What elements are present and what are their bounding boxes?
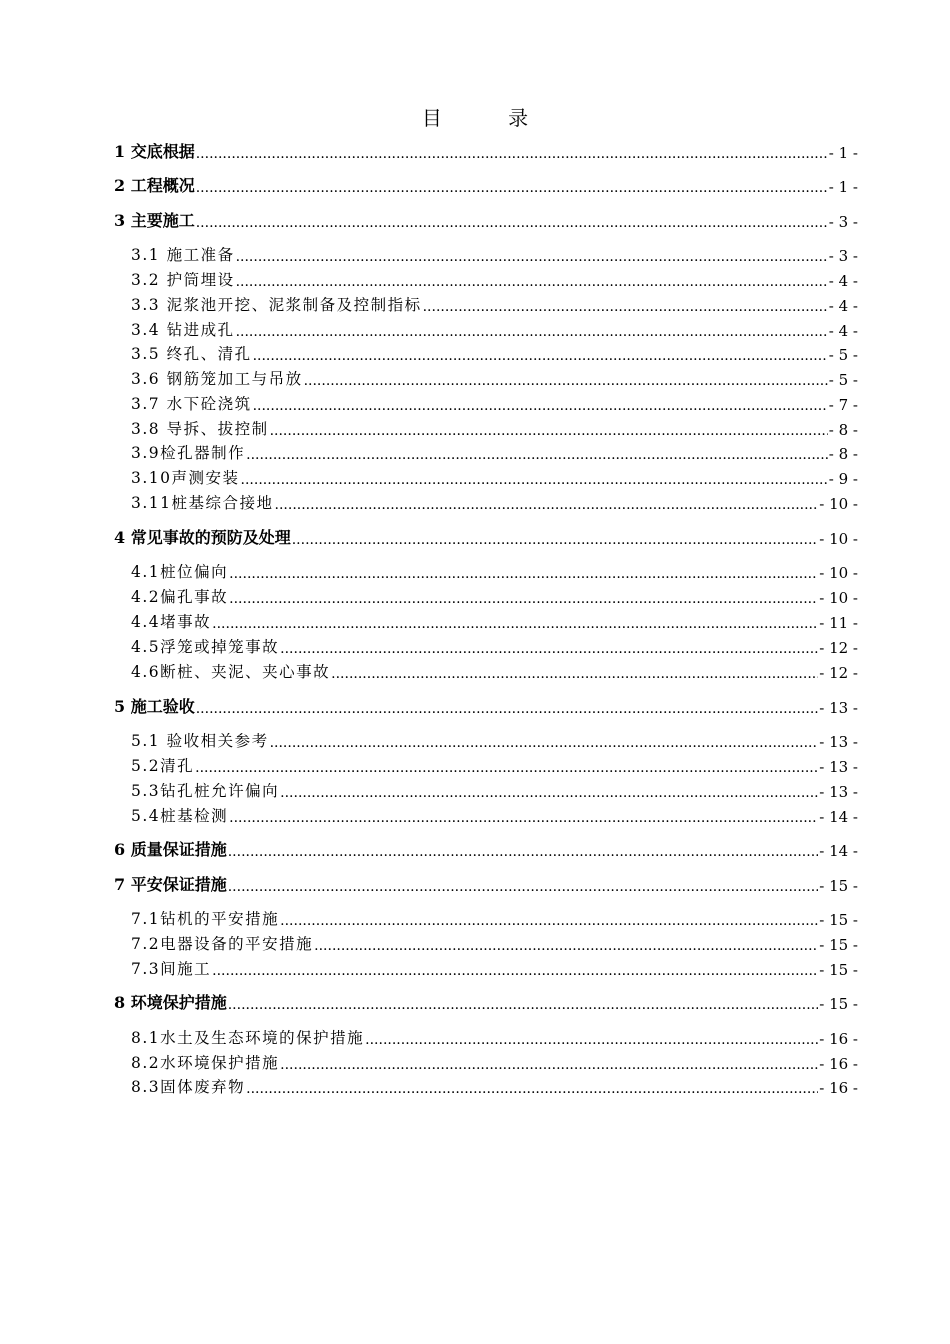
dot-leader <box>253 348 828 364</box>
toc-page-number: - 12 - <box>819 664 858 682</box>
toc-page-number: - 15 - <box>819 877 858 895</box>
toc-page-number: - 1 - <box>828 144 858 162</box>
toc-page-number: - 15 - <box>819 936 858 954</box>
toc-subentry[interactable] <box>131 1075 858 1097</box>
toc-subentry[interactable] <box>131 660 858 682</box>
toc-subentry[interactable] <box>131 243 858 265</box>
toc-entry[interactable] <box>114 991 858 1013</box>
toc-subentry[interactable] <box>131 293 858 315</box>
toc-subentry[interactable] <box>131 417 858 439</box>
toc-entry-label: 3.1 施工准备 <box>131 246 235 264</box>
toc-entry-label: 3.10声测安装 <box>131 469 240 487</box>
dot-leader <box>229 810 818 826</box>
toc-page-number: - 13 - <box>819 758 858 776</box>
dot-leader <box>228 997 819 1013</box>
toc-page-number: - 16 - <box>819 1055 858 1073</box>
dot-leader <box>212 616 818 632</box>
toc-entry[interactable] <box>114 695 858 717</box>
toc-entry-label: 3.3 泥浆池开挖、泥浆制备及控制指标 <box>131 296 422 314</box>
toc-entry-label: 8.1水土及生态环境的保护措施 <box>131 1029 365 1047</box>
toc-page-number: - 12 - <box>819 639 858 657</box>
toc-entry-label: 5.3钻孔桩允许偏向 <box>131 782 280 800</box>
toc-page-number: - 7 - <box>828 396 858 414</box>
dot-leader <box>292 532 819 548</box>
toc-entry[interactable] <box>114 209 858 231</box>
toc-entry-label: 4.2偏孔事故 <box>131 588 229 606</box>
toc-entry-label: 4.6断桩、夹泥、夹心事故 <box>131 663 331 681</box>
toc-subentry[interactable] <box>131 610 858 632</box>
toc-entry-label: 7.1钻机的平安措施 <box>131 910 280 928</box>
dot-leader <box>275 497 819 513</box>
toc-entry[interactable] <box>114 838 858 860</box>
toc-page-number: - 13 - <box>819 783 858 801</box>
toc-entry-label: 7.2电器设备的平安措施 <box>131 935 314 953</box>
toc-entry-label: 4.4堵事故 <box>131 613 212 631</box>
toc-subentry[interactable] <box>131 932 858 954</box>
toc-page-number: - 9 - <box>828 470 858 488</box>
dot-leader <box>196 146 828 162</box>
dot-leader <box>314 938 818 954</box>
toc-entry-label: 3 主要施工 <box>114 211 195 230</box>
toc-page-number: - 10 - <box>819 530 858 548</box>
toc-page-number: - 11 - <box>819 614 858 632</box>
toc-page-number: - 15 - <box>819 911 858 929</box>
dot-leader <box>270 423 828 439</box>
toc-entry-label: 5.2清孔 <box>131 757 195 775</box>
dot-leader <box>280 1057 818 1073</box>
toc-page-number: - 8 - <box>828 421 858 439</box>
toc-entry-label: 4.5浮笼或掉笼事故 <box>131 638 280 656</box>
toc-entry-label: 3.4 钻进成孔 <box>131 321 235 339</box>
toc-page-number: - 14 - <box>819 808 858 826</box>
toc-entry-label: 3.5 终孔、清孔 <box>131 345 252 363</box>
dot-leader <box>280 913 818 929</box>
toc-entry-label: 3.6 钢筋笼加工与吊放 <box>131 370 303 388</box>
toc-subentry[interactable] <box>131 466 858 488</box>
toc-entry-label: 2 工程概况 <box>114 176 195 195</box>
toc-page-number: - 13 - <box>819 733 858 751</box>
toc-entry-label: 4 常见事故的预防及处理 <box>114 528 291 547</box>
dot-leader <box>196 701 819 717</box>
toc-subentry[interactable] <box>131 1026 858 1048</box>
dot-leader <box>236 324 828 340</box>
dot-leader <box>246 1081 818 1097</box>
toc-subentry[interactable] <box>131 585 858 607</box>
toc-subentry[interactable] <box>131 392 858 414</box>
toc-entry-label: 5 施工验收 <box>114 697 195 716</box>
toc-page-number: - 10 - <box>819 564 858 582</box>
dot-leader <box>236 249 828 265</box>
dot-leader <box>241 472 828 488</box>
toc-title: 目 录 <box>421 106 559 130</box>
toc-page-number: - 3 - <box>828 247 858 265</box>
toc-entry[interactable] <box>114 174 858 196</box>
dot-leader <box>331 666 818 682</box>
dot-leader <box>196 180 828 196</box>
toc-entry[interactable] <box>114 140 858 162</box>
dot-leader <box>246 447 828 463</box>
dot-leader <box>229 566 818 582</box>
dot-leader <box>229 591 818 607</box>
toc-subentry[interactable] <box>131 342 858 364</box>
dot-leader <box>423 299 828 315</box>
dot-leader <box>280 785 818 801</box>
toc-page-number: - 1 - <box>828 178 858 196</box>
toc-subentry[interactable] <box>131 804 858 826</box>
toc-entry-label: 3.2 护筒埋设 <box>131 271 235 289</box>
toc-entry-label: 1 交底根据 <box>114 142 195 161</box>
toc-subentry[interactable] <box>131 367 858 389</box>
toc-entry-label: 3.9检孔器制作 <box>131 444 246 462</box>
toc-entry-label: 6 质量保证措施 <box>114 840 227 859</box>
toc-entry-label: 7.3间施工 <box>131 960 212 978</box>
toc-page-number: - 13 - <box>819 699 858 717</box>
dot-leader <box>365 1032 818 1048</box>
toc-subentry[interactable] <box>131 491 858 513</box>
toc-subentry[interactable] <box>131 441 858 463</box>
toc-subentry[interactable] <box>131 560 858 582</box>
toc-page-number: - 14 - <box>819 842 858 860</box>
toc-entry-label: 8.3固体废弃物 <box>131 1078 246 1096</box>
toc-subentry[interactable] <box>131 318 858 340</box>
toc-page-number: - 8 - <box>828 445 858 463</box>
toc-subentry[interactable] <box>131 1051 858 1073</box>
toc-page-number: - 5 - <box>828 371 858 389</box>
toc-page-number: - 10 - <box>819 589 858 607</box>
toc-entry-label: 5.4桩基检测 <box>131 807 229 825</box>
toc-subentry[interactable] <box>131 635 858 657</box>
toc-subentry[interactable] <box>131 779 858 801</box>
dot-leader <box>253 398 828 414</box>
toc-entry-label: 7 平安保证措施 <box>114 875 227 894</box>
dot-leader <box>270 735 819 751</box>
toc-page-number: - 3 - <box>828 213 858 231</box>
toc-entry-label: 8 环境保护措施 <box>114 993 227 1012</box>
dot-leader <box>228 879 819 895</box>
toc-subentry[interactable] <box>131 754 858 776</box>
toc-entry-label: 3.11桩基综合接地 <box>131 494 274 512</box>
toc-subentry[interactable] <box>131 268 858 290</box>
toc-page-number: - 15 - <box>819 995 858 1013</box>
dot-leader <box>304 373 828 389</box>
toc-page-number: - 5 - <box>828 346 858 364</box>
toc-entry-label: 5.1 验收相关参考 <box>131 732 269 750</box>
toc-subentry[interactable] <box>131 957 858 979</box>
toc-page-number: - 4 - <box>828 297 858 315</box>
toc-page-number: - 15 - <box>819 961 858 979</box>
toc-subentry[interactable] <box>131 907 858 929</box>
toc-page-number: - 10 - <box>819 495 858 513</box>
toc-subentry[interactable] <box>131 729 858 751</box>
toc-entry-label: 4.1桩位偏向 <box>131 563 229 581</box>
toc-entry[interactable] <box>114 873 858 895</box>
toc-entry-label: 3.8 导拆、拔控制 <box>131 420 269 438</box>
toc-entry[interactable] <box>114 526 858 548</box>
dot-leader <box>196 215 828 231</box>
dot-leader <box>228 844 819 860</box>
toc-entry-label: 8.2水环境保护措施 <box>131 1054 280 1072</box>
dot-leader <box>280 641 818 657</box>
toc-entry-label: 3.7 水下砼浇筑 <box>131 395 252 413</box>
toc-page-number: - 16 - <box>819 1079 858 1097</box>
toc-page-number: - 4 - <box>828 322 858 340</box>
dot-leader <box>195 760 818 776</box>
dot-leader <box>212 963 818 979</box>
dot-leader <box>236 274 828 290</box>
toc-page-number: - 16 - <box>819 1030 858 1048</box>
toc-page-number: - 4 - <box>828 272 858 290</box>
